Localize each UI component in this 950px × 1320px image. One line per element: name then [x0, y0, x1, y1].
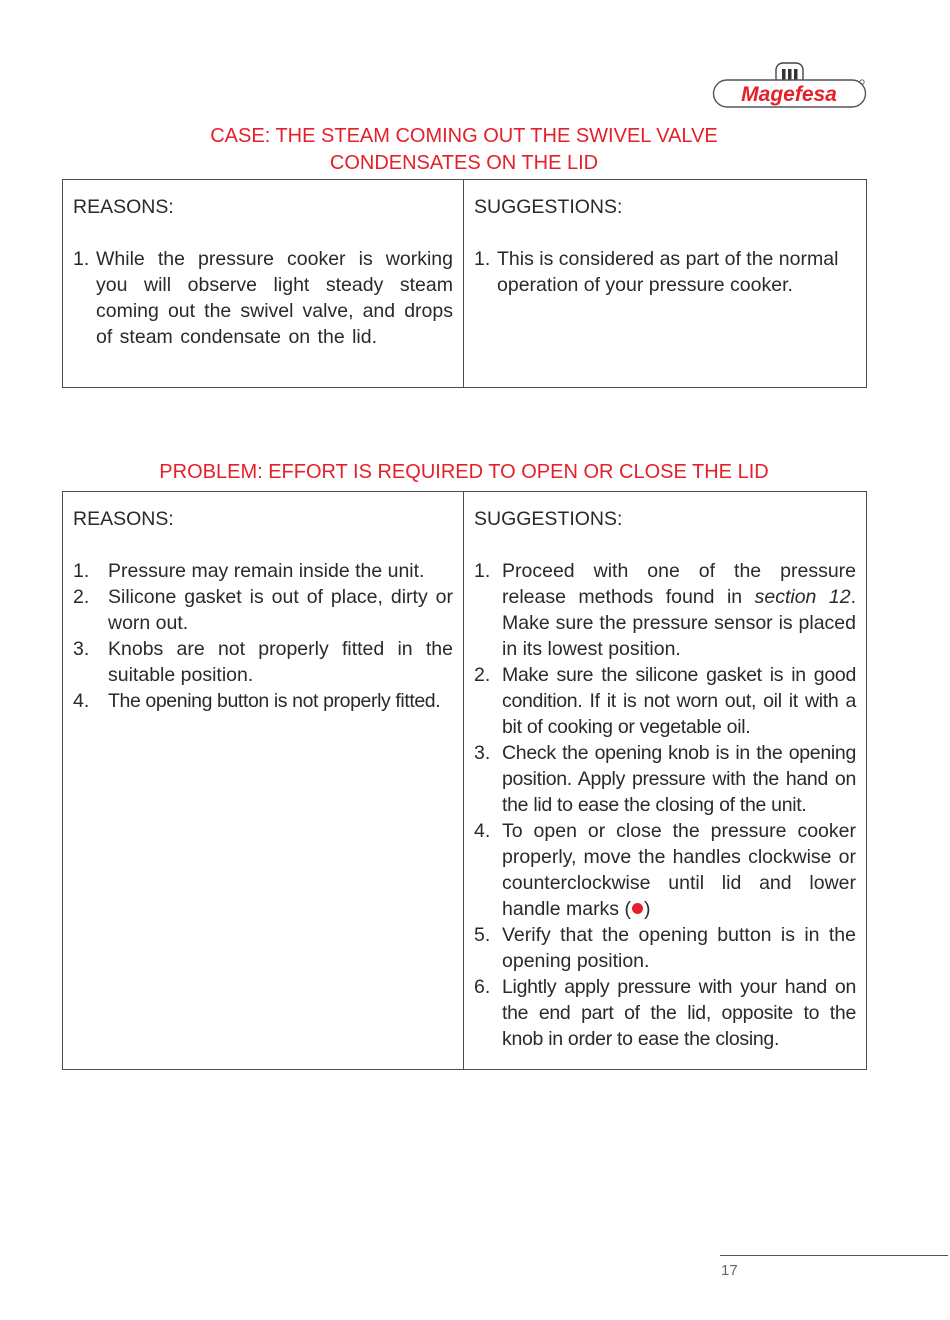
logo-graphic: [712, 62, 868, 110]
list-item: [474, 974, 856, 1052]
item-number: 1.: [73, 560, 90, 582]
problem-suggestions-title: SUGGESTIONS:: [474, 508, 623, 530]
item-text: The opening button is not properly fitted.: [108, 690, 441, 712]
list-item: [73, 584, 453, 636]
item-number: 1.: [73, 248, 90, 270]
item-text: Knobs are not properly fitted in the suitable position.: [108, 638, 453, 686]
magefesa-logo: [712, 62, 868, 110]
case-suggestions-title: SUGGESTIONS:: [474, 196, 623, 218]
item-text: [502, 558, 856, 662]
item-text: Silicone gasket is out of place, dirty or worn out.: [108, 586, 453, 634]
item-text-part: . Make sure the pressure sensor is placed in its lowest position.: [502, 586, 856, 660]
item-text-part: To open or close the pressure cooker properly, move the handles clockwise or counterclockwise until lid and lower handle marks (: [502, 820, 856, 920]
list-item: [474, 246, 856, 298]
item-number: 6.: [474, 976, 491, 998]
item-text: Make sure the silicone gasket is in good condition. If it is not worn out, oil it with a bit of cooking or vegetable oil.: [502, 664, 856, 738]
case-suggestions-column: [464, 180, 867, 388]
list-item: [73, 636, 453, 688]
item-number: 5.: [474, 924, 491, 946]
list-item: [474, 662, 856, 740]
problem-heading: [62, 459, 866, 486]
item-text: While the pressure cooker is working you will observe light steady steam coming out the swivel valve, and drops of steam condensate on the lid.: [96, 248, 453, 348]
case-heading-line-2: CONDENSATES ON THE LID: [329, 152, 599, 174]
list-item: [73, 246, 453, 350]
list-item: [73, 688, 453, 714]
section-reference: section 12: [754, 586, 851, 608]
problem-reasons-title: REASONS:: [73, 508, 174, 530]
item-number: 4.: [73, 690, 90, 712]
item-text: Pressure may remain inside the unit.: [108, 560, 425, 582]
footer-divider: [720, 1255, 948, 1256]
case-heading-line-1: CASE: THE STEAM COMING OUT THE SWIVEL VALVE: [210, 125, 718, 147]
problem-suggestions-column: [464, 492, 867, 1070]
case-reasons-title: REASONS:: [73, 196, 174, 218]
logo-wordmark: Magefesa: [741, 83, 837, 106]
list-item: [474, 818, 856, 922]
list-item: [474, 922, 856, 974]
problem-reasons-list: [73, 558, 453, 714]
case-suggestions-list: [474, 246, 856, 298]
item-text: Check the opening knob is in the opening position. Apply pressure with the hand on the lid to ease the closing of the unit.: [502, 742, 856, 816]
item-number: 1.: [474, 248, 491, 270]
item-text: This is considered as part of the normal operation of your pressure cooker.: [497, 248, 839, 296]
problem-suggestions-list: [474, 558, 856, 1052]
item-text: Lightly apply pressure with your hand on the end part of the lid, opposite to the knob in order to ease the closing.: [502, 976, 856, 1050]
item-number: 2.: [73, 586, 90, 608]
page-number: 17: [721, 1262, 738, 1279]
item-text: Verify that the opening button is in the opening position.: [502, 924, 856, 972]
problem-heading-text: PROBLEM: EFFORT IS REQUIRED TO OPEN OR CLOSE THE LID: [159, 461, 769, 483]
item-text-part: ): [643, 898, 651, 920]
case-reasons-column: [63, 180, 464, 388]
case-table: [62, 179, 867, 388]
item-number: 3.: [474, 742, 491, 764]
case-heading: [62, 123, 866, 177]
list-item: [73, 558, 453, 584]
item-number: 3.: [73, 638, 90, 660]
problem-reasons-column: [63, 492, 464, 1070]
red-dot-mark-icon: [632, 903, 643, 914]
problem-table: [62, 491, 867, 1070]
item-number: 1.: [474, 560, 491, 582]
item-text: [502, 818, 856, 922]
item-text-part: Proceed with one of the pressure release methods found in: [502, 560, 856, 608]
item-number: 2.: [474, 664, 491, 686]
case-reasons-list: [73, 246, 453, 350]
item-number: 4.: [474, 820, 491, 842]
list-item: [474, 740, 856, 818]
list-item: [474, 558, 856, 662]
